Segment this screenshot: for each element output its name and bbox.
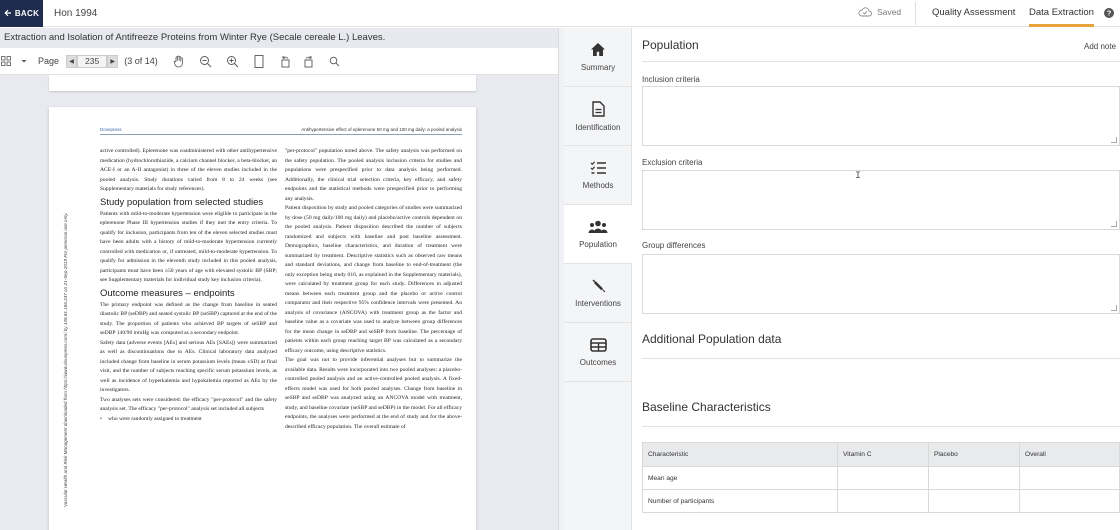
left-text-column bbox=[100, 147, 277, 424]
additional-population-title: Additional Population data bbox=[642, 332, 782, 346]
hand-tool-icon[interactable] bbox=[172, 55, 185, 68]
rotate-left-icon[interactable] bbox=[279, 55, 292, 68]
column-header: Vitamin C bbox=[838, 443, 929, 467]
table-row bbox=[643, 467, 1120, 490]
journal-brand: Dovepress bbox=[100, 127, 122, 132]
column-header: Overall bbox=[1020, 443, 1120, 467]
document-icon bbox=[592, 101, 605, 117]
pdf-page bbox=[49, 107, 476, 530]
nav-identification[interactable] bbox=[564, 87, 632, 146]
side-note bbox=[63, 207, 73, 507]
nav-outcomes[interactable] bbox=[564, 323, 632, 382]
table-cell[interactable] bbox=[838, 467, 929, 490]
help-icon[interactable] bbox=[1104, 8, 1114, 18]
table-cell[interactable] bbox=[929, 467, 1020, 490]
single-page-icon[interactable] bbox=[253, 55, 265, 68]
previous-page-edge bbox=[49, 75, 476, 91]
divider bbox=[642, 358, 1120, 359]
paragraph: The primary endpoint was defined as the change from baseline in seated diastolic BP (seDBP) and seated systolic BP (seSBP) captured at the end of the study. The proportion of patients who achieved BP targets of seSBP and seDBP 140/90 mmHg was computed as a secondary endpoint. bbox=[100, 301, 277, 336]
pdf-toolbar bbox=[0, 48, 558, 75]
tab-data-extraction[interactable]: Data Extraction bbox=[1029, 7, 1094, 18]
table-icon bbox=[590, 338, 607, 352]
baseline-characteristics-table bbox=[642, 442, 1120, 513]
table-cell[interactable] bbox=[929, 490, 1020, 513]
nav-methods-label: Methods bbox=[582, 181, 614, 190]
tab-quality-assessment[interactable]: Quality Assessment bbox=[932, 7, 1016, 18]
resize-handle[interactable] bbox=[1111, 137, 1117, 143]
table-row bbox=[643, 490, 1120, 513]
group-differences-field[interactable] bbox=[642, 254, 1120, 314]
nav-summary-label: Summary bbox=[580, 63, 616, 72]
zoom-out-icon[interactable] bbox=[199, 55, 212, 68]
search-icon[interactable] bbox=[329, 56, 340, 67]
active-tab-indicator bbox=[1029, 24, 1094, 27]
saved-status bbox=[858, 7, 901, 17]
table-cell[interactable] bbox=[1020, 467, 1120, 490]
saved-label: Saved bbox=[877, 7, 902, 17]
divider bbox=[642, 426, 1120, 427]
prev-page-button[interactable]: ◀ bbox=[66, 55, 77, 68]
resize-handle[interactable] bbox=[1111, 221, 1117, 227]
side-note-text: Vascular Health and Risk Management downloaded from https://www.dovepress.com/ by 138.81.186.247 on 21-Sep-2019 For personal use only. bbox=[63, 212, 68, 507]
row-label: Number of participants bbox=[643, 490, 838, 513]
back-button[interactable] bbox=[0, 0, 43, 27]
paragraph: Safety data (adverse events [AEs] and serious AEs [SAEs]) were summarized as well as discontinuations due to AEs. Clinical laboratory data analyzed included change from baseline in serum potassium levels (mean ±SD) at final visit, and the number of subjects reaching specific serum potassium levels, as well as incidence of hyperkalemia and hypokalemia reported as AEs by the investigators. bbox=[100, 339, 277, 393]
column-header: Placebo bbox=[929, 443, 1020, 467]
rotate-right-icon[interactable] bbox=[302, 55, 315, 68]
inclusion-criteria-label: Inclusion criteria bbox=[642, 75, 700, 84]
section-heading: Study population from selected studies bbox=[100, 196, 264, 208]
nav-population-label: Population bbox=[579, 239, 617, 249]
section-nav bbox=[564, 28, 632, 530]
nav-outcomes-label: Outcomes bbox=[579, 357, 617, 367]
nav-population[interactable] bbox=[564, 205, 632, 264]
nav-summary[interactable] bbox=[564, 28, 632, 87]
nav-identification-label: Identification bbox=[575, 122, 621, 132]
page-number-input[interactable]: 235 bbox=[77, 55, 107, 68]
extraction-form bbox=[632, 28, 1120, 530]
page-count: (3 of 14) bbox=[124, 56, 158, 66]
people-icon bbox=[588, 220, 608, 234]
top-bar bbox=[0, 0, 1120, 27]
zoom-in-icon[interactable] bbox=[226, 55, 239, 68]
checklist-icon bbox=[590, 160, 607, 175]
thumbnails-icon[interactable] bbox=[1, 56, 11, 66]
arrow-left-icon bbox=[4, 9, 12, 17]
back-button-label: BACK bbox=[14, 8, 40, 18]
exclusion-criteria-field[interactable] bbox=[642, 170, 1120, 230]
study-name: Hon 1994 bbox=[54, 7, 98, 19]
chevron-down-icon[interactable] bbox=[20, 57, 28, 65]
group-differences-label: Group differences bbox=[642, 241, 706, 250]
document-title: Extraction and Isolation of Antifreeze Proteins from Winter Rye (Secale cereale L.) Leaves. bbox=[0, 28, 558, 48]
paragraph: The goal was not to provide inferential analyses but to summarize the available data. Results were incorporated into two pooled analyses: a placebo-controlled pooled analysis and an active-controlled pooled analysis. A fixed-effects model was used for both pooled analyses. Change from baseline in seSBP and seDBP was analyzed using an ANCOVA model with treatment, study, and baseline covariate (seSBP and seDBP) in the model. For all efficacy endpoints, the analyses were performed at the end of study and for the above-described efficacy population. The overall estimate of bbox=[285, 357, 462, 430]
section-heading: Outcome measures – endpoints bbox=[100, 287, 235, 299]
column-header: Characteristic bbox=[643, 443, 838, 467]
right-text-column bbox=[285, 147, 462, 432]
next-page-button[interactable]: ▶ bbox=[107, 55, 118, 68]
home-icon bbox=[590, 42, 606, 57]
nav-interventions[interactable] bbox=[564, 264, 632, 323]
paragraph: "per-protocol" population noted above. The safety analysis was performed on the safety population. The pooled analysis inclusion criteria for studies and populations were prespecified prior to data analysis being performed. Additionally, the clinical trial selection criteria, key efficacy, and safety endpoints and the statistical methods were prespecified prior to performing any analysis. bbox=[285, 148, 462, 202]
paragraph: Two analyses sets were considered: the efficacy "per-protocol" and the safety analysis set. The efficacy "per-protocol" analysis set included all subjects bbox=[100, 396, 277, 412]
table-header-row bbox=[643, 443, 1120, 467]
table-cell[interactable] bbox=[1020, 490, 1120, 513]
syringe-icon bbox=[591, 278, 606, 293]
text-cursor-icon: I bbox=[855, 171, 862, 182]
nav-methods[interactable] bbox=[564, 146, 632, 205]
nav-interventions-label: Interventions bbox=[575, 299, 621, 308]
divider bbox=[642, 61, 1120, 62]
cloud-check-icon bbox=[858, 7, 872, 17]
resize-handle[interactable] bbox=[1111, 305, 1117, 311]
baseline-characteristics-title: Baseline Characteristics bbox=[642, 400, 771, 414]
add-note-button[interactable]: Add note bbox=[1084, 42, 1117, 51]
paragraph: active controlled). Eplerenone was coadministered with other antihypertensive medication (hydrochlorothiazide, a calcium channel blocker, a beta-blocker, an ACE-I or an A-II antagonist) in three of the eleven studies included in the pooled analysis. Study durations varied from 8 to 24 weeks (see Supplementary materials for study references). bbox=[100, 148, 277, 192]
exclusion-criteria-label: Exclusion criteria bbox=[642, 158, 703, 167]
paragraph: Patients with mild-to-moderate hypertension were eligible to participate in the eplerenone Phase III hypertension studies if they met the entry criteria. To qualify for inclusion, participants from ten of the eleven selected studies must have been adults with a history of mild-to-moderate hypertension currently controlled with medication or, if untreated, mild-to-moderate hypertension. To qualify for admission in the eleventh study included in this pooled analysis, participants must have been ≥50 years of age with elevated systolic BP (SBP; see Supplementary materials for individual study key inclusion criteria). bbox=[100, 210, 277, 283]
page-label: Page bbox=[38, 56, 60, 66]
divider bbox=[915, 2, 916, 25]
pdf-viewer[interactable] bbox=[0, 75, 558, 530]
section-title: Population bbox=[642, 38, 699, 52]
page-header bbox=[100, 127, 462, 135]
row-label: Mean age bbox=[643, 467, 838, 490]
running-head: Antihypertensive effect of eplerenone 50 mg and 100 mg daily: a pooled analysis bbox=[301, 127, 462, 132]
bullet-item: • who were randomly assigned to treatment bbox=[100, 415, 277, 425]
svg-text:?: ? bbox=[1106, 8, 1112, 18]
table-cell[interactable] bbox=[838, 490, 929, 513]
inclusion-criteria-field[interactable] bbox=[642, 86, 1120, 146]
paragraph: Patient disposition by study and pooled categories of studies were summarized by dose (50 mg daily/100 mg daily) and placebo/active controls dependent on the pooled analysis. Patient disposition described the number of subjects randomized and subjects with baseline and post baseline assessment. Demographics, baseline characteristics, and duration of treatment were summarized by treatment. Descriptive statistics such as observed raw means and standard deviations, and change from baseline to end-of-treatment (the only exception being study 016, as explained in the Supplementary materials), were calculated by treatment group for each study. Differences in adjusted means between each treatment group and the placebo or active control comparator and their respective 95% confidence intervals were presented. An analysis of covariance (ANCOVA) with treatment group as the factor and baseline value as a covariate was used to analyze between group differences for the mean change in seDBP and seSBP from baseline. The percentage of patients within each group reaching target BP was calculated as a secondary efficacy outcome, using descriptive statistics. bbox=[285, 205, 462, 354]
